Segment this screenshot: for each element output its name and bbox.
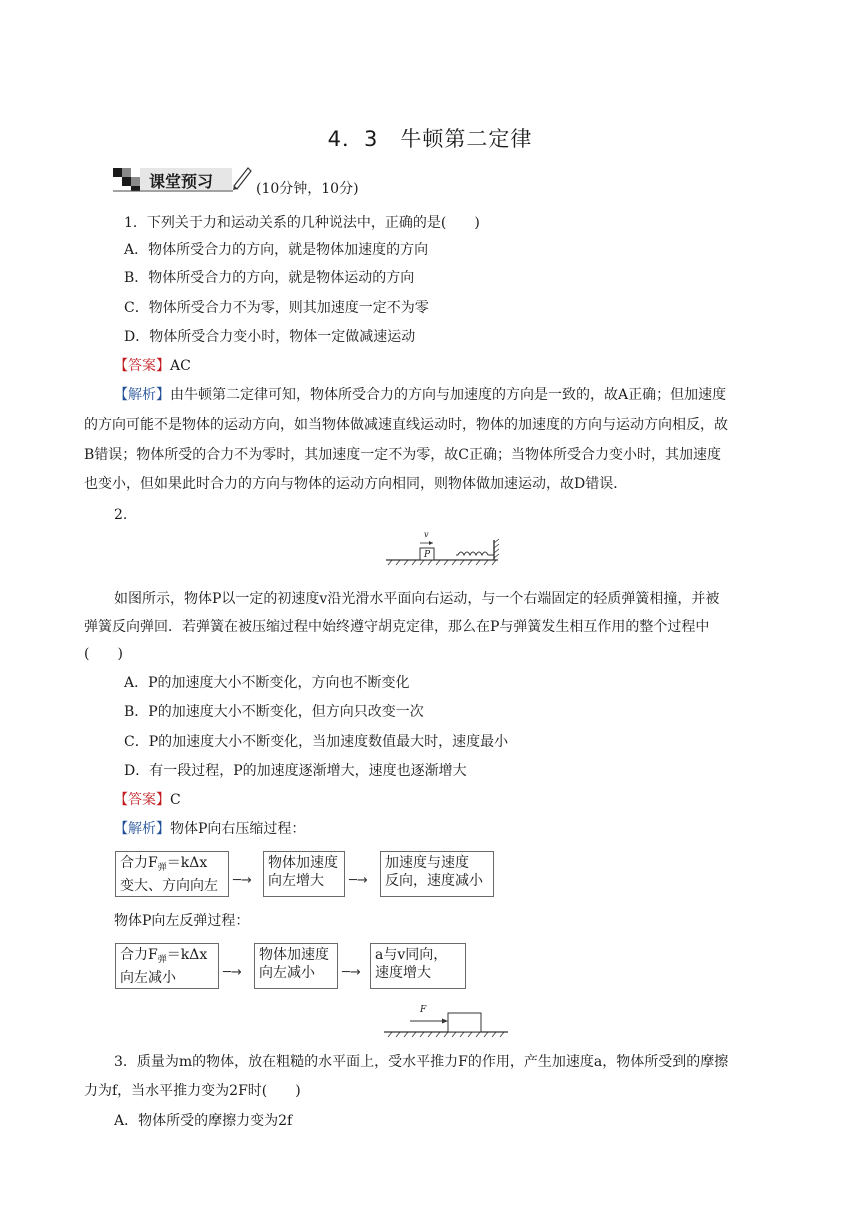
q2-answer-value: C [170, 792, 181, 808]
q1-option-a: A．物体所受合力的方向，就是物体加速度的方向 [124, 242, 429, 258]
flow2-arrow-1: ─→ [223, 965, 242, 980]
q2-analysis-mid: 物体P向左反弹过程： [114, 913, 250, 929]
q1-option-c: C．物体所受合力不为零，则其加速度一定不为零 [124, 300, 429, 316]
q1-option-d: D．物体所受合力变小时，物体一定做减速运动 [124, 329, 416, 345]
q1-analysis-line-3: B错误；物体所受的合力不为零时，其加速度一定不为零，故C正确；当物体所受合力变小时，其加速度 [84, 447, 721, 463]
q2-stem-line-2: 弹簧反向弹回．若弹簧在被压缩过程中始终遵守胡克定律，那么在P与弹簧发生相互作用的整个过程中 [84, 619, 710, 635]
q1-stem: 1．下列关于力和运动关系的几种说法中，正确的是( ) [124, 215, 480, 231]
q3-option-a: A．物体所受的摩擦力变为2f [114, 1113, 293, 1129]
pencil-icon [231, 164, 253, 190]
q3-stem-line-2: 力为f，当水平推力变为2F时( ) [84, 1083, 301, 1099]
section-banner [113, 164, 253, 192]
q1-analysis-line-4: 也变小，但如果此时合力的方向与物体的运动方向相同，则物体做加速运动，故D错误． [84, 476, 628, 492]
q2-analysis-intro: 【解析】物体P向右压缩过程： [114, 821, 306, 837]
q3-stem-line-1: 3．质量为m的物体，放在粗糙的水平面上，受水平推力F的作用，产生加速度a，物体所受到的摩擦 [114, 1054, 729, 1070]
q3-force-label: F [420, 1005, 427, 1015]
section-label: 课堂预习 [149, 172, 214, 191]
flow1-arrow-2: ─→ [349, 873, 368, 888]
q2-answer-tag: 【答案】 [114, 792, 170, 808]
q2-analysis-tag: 【解析】 [114, 821, 170, 837]
q2-option-a: A．P的加速度大小不断变化，方向也不断变化 [124, 675, 410, 691]
q2-option-b: B．P的加速度大小不断变化，但方向只改变一次 [124, 704, 424, 720]
flow1-box-force: 合力$F_弹=k\Delta x$ 变大、方向向左 [115, 851, 229, 897]
flow2-box-result: a与v同向， 速度增大 [370, 943, 466, 989]
q2-number: 2. [114, 507, 128, 523]
q2-answer [114, 791, 181, 809]
q3-push-block-figure [382, 1006, 512, 1040]
q1-analysis-line-1: 【解析】由牛顿第二定律可知，物体所受合力的方向与加速度的方向是一致的，故A正确；但加速度 [114, 387, 727, 403]
q2-block-spring-figure [384, 530, 504, 566]
q2-option-c: C．P的加速度大小不断变化，当加速度数值最大时，速度最小 [124, 734, 509, 750]
q1-analysis-tag: 【解析】 [114, 387, 170, 403]
flow1-arrow-1: ─→ [233, 873, 252, 888]
flow2-box-acceleration: 物体加速度 向左减小 [254, 943, 338, 989]
flow1-box-result: 加速度与速度 反向，速度减小 [380, 851, 494, 897]
q1-answer-tag: 【答案】 [114, 358, 170, 374]
q2-block-label: P [424, 550, 431, 560]
q2-option-d: D．有一段过程，P的加速度逐渐增大，速度也逐渐增大 [124, 763, 467, 779]
q1-answer [114, 357, 191, 375]
q2-stem-line-1: 如图所示，物体P以一定的初速度v沿光滑水平面向右运动，与一个右端固定的轻质弹簧相撞，并被 [114, 591, 720, 607]
flow2-arrow-2: ─→ [342, 965, 361, 980]
q2-velocity-label: v [424, 530, 429, 539]
q1-answer-value: AC [170, 358, 191, 374]
q1-option-b: B．物体所受合力的方向，就是物体运动的方向 [124, 270, 415, 286]
q1-analysis-line-2: 的方向可能不是物体的运动方向，如当物体做减速直线运动时，物体的加速度的方向与运动方向相反，故 [84, 417, 728, 433]
q2-stem-line-3: ( ) [84, 646, 123, 662]
flow1-box-acceleration: 物体加速度 向左增大 [263, 851, 345, 897]
section-time-note: (10分钟，10分) [256, 181, 359, 197]
page-title: 4．3 牛顿第二定律 [327, 127, 533, 151]
flow2-box-force: 合力$F_弹=k\Delta x$ 向左减小 [115, 943, 219, 989]
